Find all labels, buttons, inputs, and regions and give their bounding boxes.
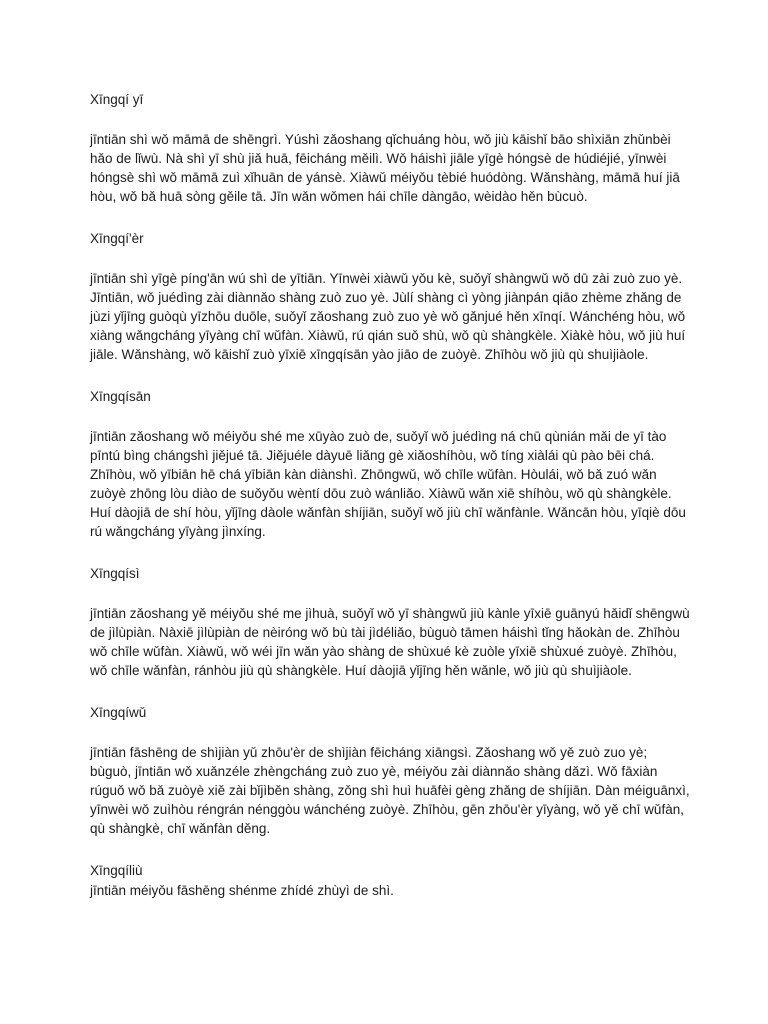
day-title-tuesday: Xīngqí'èr: [90, 231, 144, 246]
diary-document: [90, 90, 690, 900]
day-title-saturday: Xīngqíliù: [90, 863, 143, 878]
day-title-wednesday: Xīngqísān: [90, 389, 151, 404]
entry-tuesday: jīntiān shì yīgè píng'ān wú shì de yītiān. Yīnwèi xiàwǔ yǒu kè, suǒyǐ shàngwǔ wǒ dū zài zuò zuo yè. Jīntiān, wǒ juédìng zài diànnǎo shàng zuò zuo yè. Jùlí shàng cì yòng jiànpán qiāo zhème zhǎng de jùzi yǐjīng guòqù yīzhōu duōle, suǒyǐ zǎoshang zuò zuo yè wǒ gǎnjué hěn xīnqí. Wánchéng hòu, wǒ xiàng wǎngcháng yīyàng chī wǔfàn. Xiàwǔ, rú qián suǒ shù, wǒ qù shàngkèle. Xiàkè hòu, wǒ jiù huí jiāle. Wǎnshàng, wǒ kāishǐ zuò yīxiē xīngqísān yào jiāo de zuòyè. Zhīhòu wǒ jiù qù shuìjiàole.: [90, 271, 686, 362]
day-title-monday: Xīngqí yī: [90, 92, 144, 107]
day-title-thursday: Xīngqísì: [90, 566, 140, 581]
day-title-friday: Xīngqíwǔ: [90, 705, 147, 720]
entry-monday: jīntiān shì wǒ māmā de shēngrì. Yúshì zǎoshang qǐchuáng hòu, wǒ jiù kāishǐ bāo shìxiān zhǔnbèi hǎo de lǐwù. Nà shì yī shù jiǎ huā, fēicháng měilì. Wǒ háishì jiāle yīgè hóngsè de húdiéjié, yīnwèi hóngsè shì wǒ māmā zuì xǐhuān de yánsè. Xiàwǔ méiyǒu tèbié huódòng. Wǎnshàng, māmā huí jiā hòu, wǒ bǎ huā sòng gěile tā. Jīn wǎn wǒmen hái chīle dàngāo, wèidào hěn bùcuò.: [90, 132, 680, 204]
entry-thursday: jīntiān zǎoshang yě méiyǒu shé me jìhuà, suǒyǐ wǒ yī shàngwǔ jiù kànle yīxiē guānyú hǎidǐ shēngwù de jìlùpiàn. Nàxiē jìlùpiàn de nèiróng wǒ bù tài jìdéliǎo, bùguò tāmen háishì tǐng hǎokàn de. Zhīhòu wǒ chīle wǔfàn. Xiàwǔ, wǒ wéi jīn wǎn yào shàng de shùxué kè zuòle yīxiē shùxué zuòyè. Zhīhòu, wǒ chīle wǎnfàn, ránhòu jiù qù shàngkèle. Huí dàojiā yǐjīng hěn wǎnle, wǒ jiù qù shuìjiàole.: [90, 606, 690, 678]
entry-wednesday: jīntiān zǎoshang wǒ méiyǒu shé me xūyào zuò de, suǒyǐ wǒ juédìng ná chū qùnián mǎi de yī tào pīntú bìng chángshì jiějué tā. Jiějuéle dàyuē liǎng gè xiǎoshíhòu, wǒ tíng xiàlái qù pào bēi chá. Zhīhòu, wǒ yībiān hē chá yībiān kàn diànshì. Zhōngwǔ, wǒ chīle wǔfàn. Hòulái, wǒ bǎ zuó wǎn zuòyè zhōng lòu diào de suǒyǒu wèntí dōu zuò wánliǎo. Xiàwǔ wǎn xiē shíhòu, wǒ qù shàngkèle. Huí dàojiā de shí hòu, yǐjīng dàole wǎnfàn shíjiān, suǒyǐ wǒ jiù chī wǎnfànle. Wǎncān hòu, yīqiè dōu rú wǎngcháng yīyàng jìnxíng.: [90, 429, 686, 539]
entry-saturday: jīntiān méiyǒu fāshēng shénme zhídé zhùyì de shì.: [90, 883, 394, 898]
entry-friday: jīntiān fāshēng de shìjiàn yǔ zhōu'èr de shìjiàn fēicháng xiāngsì. Zǎoshang wǒ yě zuò zuo yè; bùguò, jīntiān wǒ xuǎnzéle zhèngcháng zuò zuo yè, méiyǒu zài diànnǎo shàng dǎzì. Wǒ fāxiàn rúguǒ wǒ bǎ zuòyè xiě zài bǐjìběn shàng, zǒng shì huì huāfèi gèng zhǎng de shíjiān. Dàn méiguānxì, yīnwèi wǒ zuìhòu réngrán nénggòu wánchéng zuòyè. Zhīhòu, gēn zhōu'èr yīyàng, wǒ yě chī wǔfàn, qù shàngkè, chī wǎnfàn děng.: [90, 745, 690, 836]
